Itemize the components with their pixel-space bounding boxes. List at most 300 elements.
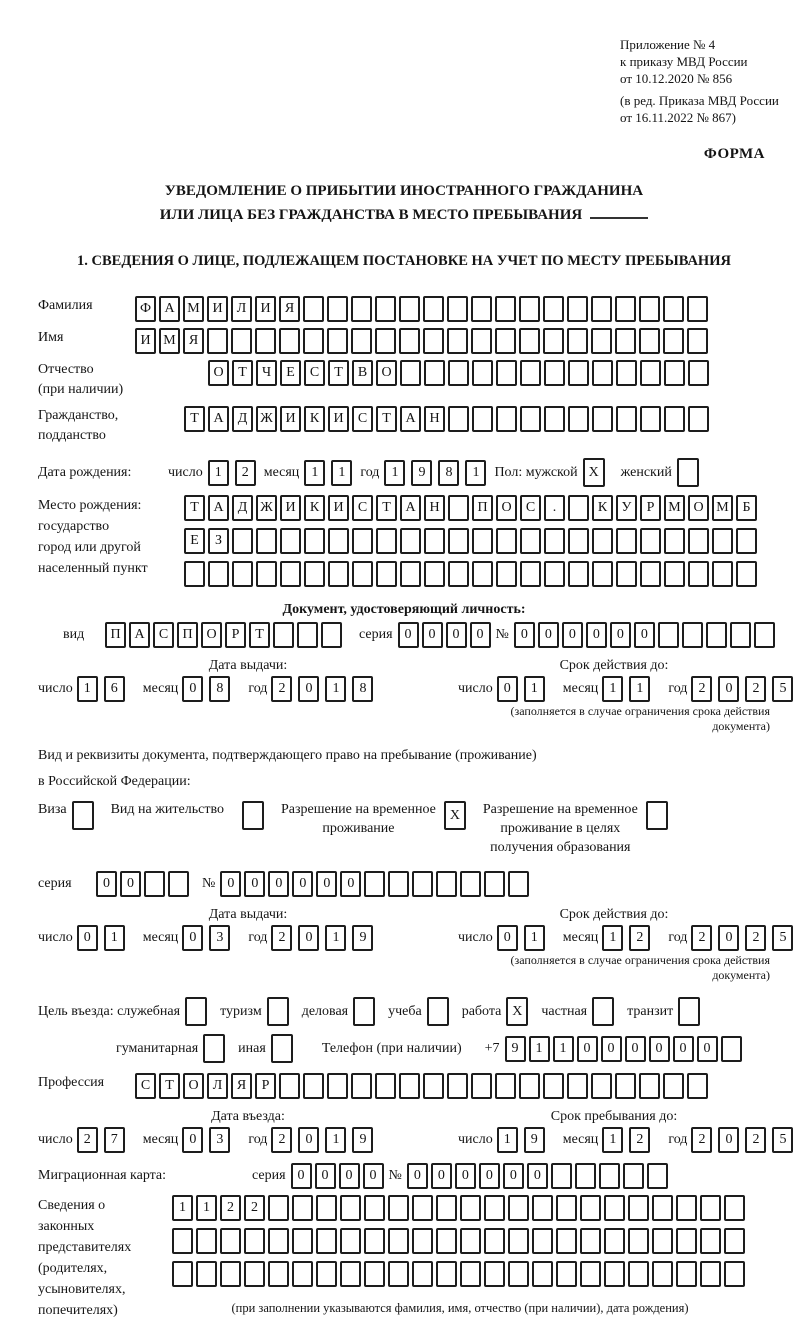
char-box[interactable]: Б — [736, 495, 757, 521]
char-box[interactable]: И — [328, 495, 349, 521]
char-box[interactable]: 0 — [292, 871, 313, 897]
char-box[interactable]: И — [280, 495, 301, 521]
char-box[interactable]: Д — [232, 406, 253, 432]
char-box[interactable]: 0 — [315, 1163, 336, 1189]
char-box[interactable] — [280, 528, 301, 554]
char-box[interactable] — [448, 528, 469, 554]
char-box[interactable] — [712, 561, 733, 587]
char-box[interactable] — [471, 296, 492, 322]
char-box[interactable] — [472, 528, 493, 554]
char-box[interactable]: 7 — [104, 1127, 125, 1153]
char-box[interactable]: 0 — [497, 925, 518, 951]
char-box[interactable] — [327, 296, 348, 322]
char-box[interactable]: 1 — [465, 460, 486, 486]
purpose-other-cell[interactable] — [271, 1034, 293, 1063]
char-box[interactable] — [568, 406, 589, 432]
char-box[interactable] — [556, 1228, 577, 1254]
char-box[interactable] — [472, 561, 493, 587]
char-box[interactable] — [376, 561, 397, 587]
char-box[interactable] — [543, 1073, 564, 1099]
char-box[interactable] — [375, 1073, 396, 1099]
char-box[interactable]: Н — [424, 406, 445, 432]
char-box[interactable] — [327, 328, 348, 354]
char-box[interactable]: И — [255, 296, 276, 322]
rvp-checkbox-cell[interactable]: X — [444, 801, 466, 830]
char-box[interactable] — [268, 1261, 289, 1287]
char-box[interactable]: 9 — [352, 925, 373, 951]
char-box[interactable] — [303, 296, 324, 322]
char-box[interactable] — [375, 296, 396, 322]
char-box[interactable]: 1 — [553, 1036, 574, 1062]
char-box[interactable] — [279, 328, 300, 354]
char-box[interactable]: 2 — [745, 676, 766, 702]
char-box[interactable]: Я — [183, 328, 204, 354]
char-box[interactable] — [652, 1195, 673, 1221]
char-box[interactable] — [304, 561, 325, 587]
char-box[interactable] — [688, 561, 709, 587]
char-box[interactable]: 0 — [220, 871, 241, 897]
char-box[interactable]: Н — [424, 495, 445, 521]
char-box[interactable] — [495, 328, 516, 354]
char-box[interactable]: Ф — [135, 296, 156, 322]
char-box[interactable]: Ж — [256, 495, 277, 521]
char-box[interactable]: С — [153, 622, 174, 648]
rvp-education-checkbox-cell[interactable] — [646, 801, 668, 830]
char-box[interactable] — [616, 360, 637, 386]
char-box[interactable] — [388, 1195, 409, 1221]
char-box[interactable] — [663, 1073, 684, 1099]
char-box[interactable]: 1 — [602, 676, 623, 702]
char-box[interactable]: Р — [225, 622, 246, 648]
char-box[interactable] — [623, 1163, 644, 1189]
char-box[interactable]: У — [616, 495, 637, 521]
purpose-humanitarian-cell[interactable] — [203, 1034, 225, 1063]
char-box[interactable] — [676, 1261, 697, 1287]
char-box[interactable]: 0 — [298, 676, 319, 702]
char-box[interactable] — [436, 1228, 457, 1254]
purpose-transit-cell[interactable] — [678, 997, 700, 1026]
char-box[interactable]: 2 — [691, 925, 712, 951]
char-box[interactable] — [352, 528, 373, 554]
char-box[interactable] — [496, 360, 517, 386]
char-box[interactable] — [412, 871, 433, 897]
char-box[interactable] — [484, 1195, 505, 1221]
char-box[interactable] — [447, 328, 468, 354]
char-box[interactable] — [664, 561, 685, 587]
char-box[interactable] — [551, 1163, 572, 1189]
char-box[interactable] — [388, 871, 409, 897]
char-box[interactable]: 1 — [172, 1195, 193, 1221]
char-box[interactable]: 0 — [96, 871, 117, 897]
char-box[interactable]: С — [352, 406, 373, 432]
char-box[interactable] — [658, 622, 679, 648]
char-box[interactable]: 0 — [673, 1036, 694, 1062]
char-box[interactable]: 0 — [120, 871, 141, 897]
char-box[interactable] — [647, 1163, 668, 1189]
char-box[interactable] — [519, 296, 540, 322]
char-box[interactable] — [568, 561, 589, 587]
char-box[interactable]: В — [352, 360, 373, 386]
char-box[interactable] — [592, 561, 613, 587]
char-box[interactable]: 1 — [602, 1127, 623, 1153]
char-box[interactable]: Т — [184, 406, 205, 432]
char-box[interactable] — [640, 406, 661, 432]
char-box[interactable] — [220, 1228, 241, 1254]
char-box[interactable]: 1 — [529, 1036, 550, 1062]
char-box[interactable]: 0 — [398, 622, 419, 648]
purpose-tourism-cell[interactable] — [267, 997, 289, 1026]
char-box[interactable]: Т — [376, 406, 397, 432]
residence-permit-checkbox-cell[interactable] — [242, 801, 264, 830]
char-box[interactable] — [580, 1195, 601, 1221]
char-box[interactable]: 6 — [104, 676, 125, 702]
char-box[interactable]: 1 — [384, 460, 405, 486]
char-box[interactable] — [423, 296, 444, 322]
char-box[interactable]: Т — [249, 622, 270, 648]
char-box[interactable]: А — [159, 296, 180, 322]
char-box[interactable] — [592, 528, 613, 554]
char-box[interactable]: К — [592, 495, 613, 521]
char-box[interactable] — [321, 622, 342, 648]
char-box[interactable]: 9 — [411, 460, 432, 486]
char-box[interactable] — [736, 561, 757, 587]
char-box[interactable] — [172, 1261, 193, 1287]
char-box[interactable] — [580, 1228, 601, 1254]
char-box[interactable]: 9 — [352, 1127, 373, 1153]
char-box[interactable] — [364, 1195, 385, 1221]
char-box[interactable] — [352, 561, 373, 587]
char-box[interactable]: 0 — [527, 1163, 548, 1189]
char-box[interactable] — [556, 1261, 577, 1287]
char-box[interactable] — [460, 1228, 481, 1254]
char-box[interactable]: 1 — [325, 676, 346, 702]
char-box[interactable]: 0 — [298, 1127, 319, 1153]
char-box[interactable] — [292, 1228, 313, 1254]
char-box[interactable] — [399, 1073, 420, 1099]
char-box[interactable] — [364, 1261, 385, 1287]
char-box[interactable]: 2 — [271, 1127, 292, 1153]
char-box[interactable]: 9 — [505, 1036, 526, 1062]
char-box[interactable]: 5 — [772, 1127, 793, 1153]
char-box[interactable] — [639, 296, 660, 322]
char-box[interactable] — [520, 528, 541, 554]
char-box[interactable] — [297, 622, 318, 648]
char-box[interactable]: М — [159, 328, 180, 354]
char-box[interactable]: 2 — [220, 1195, 241, 1221]
char-box[interactable]: 2 — [271, 925, 292, 951]
char-box[interactable]: И — [280, 406, 301, 432]
char-box[interactable]: 3 — [209, 1127, 230, 1153]
char-box[interactable] — [231, 328, 252, 354]
char-box[interactable] — [640, 561, 661, 587]
char-box[interactable] — [255, 328, 276, 354]
char-box[interactable]: К — [304, 406, 325, 432]
char-box[interactable]: К — [304, 495, 325, 521]
char-box[interactable]: М — [664, 495, 685, 521]
char-box[interactable]: 1 — [77, 676, 98, 702]
char-box[interactable] — [544, 360, 565, 386]
char-box[interactable]: 0 — [610, 622, 631, 648]
char-box[interactable]: 2 — [629, 1127, 650, 1153]
char-box[interactable] — [567, 296, 588, 322]
char-box[interactable] — [508, 1195, 529, 1221]
char-box[interactable]: И — [135, 328, 156, 354]
char-box[interactable]: М — [183, 296, 204, 322]
char-box[interactable] — [520, 360, 541, 386]
char-box[interactable] — [471, 328, 492, 354]
char-box[interactable]: С — [135, 1073, 156, 1099]
char-box[interactable] — [591, 328, 612, 354]
char-box[interactable]: Л — [231, 296, 252, 322]
char-box[interactable] — [682, 622, 703, 648]
char-box[interactable] — [144, 871, 165, 897]
char-box[interactable] — [544, 406, 565, 432]
char-box[interactable]: 8 — [209, 676, 230, 702]
char-box[interactable] — [724, 1228, 745, 1254]
char-box[interactable]: 2 — [271, 676, 292, 702]
char-box[interactable]: 0 — [718, 925, 739, 951]
char-box[interactable]: 0 — [446, 622, 467, 648]
char-box[interactable]: 0 — [182, 676, 203, 702]
char-box[interactable]: 0 — [407, 1163, 428, 1189]
char-box[interactable]: А — [400, 406, 421, 432]
char-box[interactable] — [375, 328, 396, 354]
char-box[interactable] — [532, 1195, 553, 1221]
char-box[interactable] — [628, 1195, 649, 1221]
char-box[interactable] — [687, 328, 708, 354]
char-box[interactable]: С — [352, 495, 373, 521]
char-box[interactable] — [423, 328, 444, 354]
char-box[interactable]: 0 — [562, 622, 583, 648]
char-box[interactable] — [196, 1228, 217, 1254]
char-box[interactable] — [268, 1195, 289, 1221]
char-box[interactable]: Л — [207, 1073, 228, 1099]
char-box[interactable] — [316, 1261, 337, 1287]
char-box[interactable] — [580, 1261, 601, 1287]
char-box[interactable] — [304, 528, 325, 554]
char-box[interactable] — [328, 528, 349, 554]
char-box[interactable] — [423, 1073, 444, 1099]
char-box[interactable] — [207, 328, 228, 354]
char-box[interactable] — [273, 622, 294, 648]
char-box[interactable]: 1 — [524, 676, 545, 702]
char-box[interactable] — [663, 296, 684, 322]
char-box[interactable] — [724, 1261, 745, 1287]
char-box[interactable]: С — [304, 360, 325, 386]
char-box[interactable] — [640, 360, 661, 386]
char-box[interactable]: Т — [376, 495, 397, 521]
char-box[interactable]: 1 — [325, 925, 346, 951]
char-box[interactable]: 3 — [209, 925, 230, 951]
char-box[interactable] — [460, 1261, 481, 1287]
char-box[interactable] — [543, 296, 564, 322]
char-box[interactable] — [519, 1073, 540, 1099]
char-box[interactable]: 0 — [479, 1163, 500, 1189]
char-box[interactable]: 0 — [268, 871, 289, 897]
char-box[interactable] — [448, 406, 469, 432]
char-box[interactable]: 2 — [244, 1195, 265, 1221]
char-box[interactable] — [520, 406, 541, 432]
char-box[interactable]: 9 — [524, 1127, 545, 1153]
char-box[interactable]: 0 — [586, 622, 607, 648]
char-box[interactable]: П — [105, 622, 126, 648]
char-box[interactable] — [568, 360, 589, 386]
char-box[interactable]: Т — [328, 360, 349, 386]
char-box[interactable] — [724, 1195, 745, 1221]
char-box[interactable] — [447, 1073, 468, 1099]
char-box[interactable]: А — [129, 622, 150, 648]
char-box[interactable] — [519, 328, 540, 354]
char-box[interactable] — [664, 360, 685, 386]
char-box[interactable] — [484, 1228, 505, 1254]
char-box[interactable]: А — [400, 495, 421, 521]
char-box[interactable]: 0 — [244, 871, 265, 897]
char-box[interactable] — [664, 528, 685, 554]
char-box[interactable] — [424, 360, 445, 386]
char-box[interactable] — [412, 1261, 433, 1287]
char-box[interactable] — [615, 328, 636, 354]
char-box[interactable] — [616, 561, 637, 587]
char-box[interactable]: 0 — [316, 871, 337, 897]
char-box[interactable] — [700, 1261, 721, 1287]
char-box[interactable]: 0 — [182, 925, 203, 951]
char-box[interactable] — [327, 1073, 348, 1099]
char-box[interactable] — [292, 1195, 313, 1221]
char-box[interactable] — [496, 406, 517, 432]
char-box[interactable]: 2 — [691, 676, 712, 702]
char-box[interactable] — [591, 1073, 612, 1099]
char-box[interactable] — [676, 1228, 697, 1254]
char-box[interactable] — [652, 1228, 673, 1254]
char-box[interactable] — [652, 1261, 673, 1287]
char-box[interactable]: 0 — [363, 1163, 384, 1189]
char-box[interactable]: 1 — [524, 925, 545, 951]
char-box[interactable]: 0 — [291, 1163, 312, 1189]
char-box[interactable] — [196, 1261, 217, 1287]
char-box[interactable]: 1 — [304, 460, 325, 486]
char-box[interactable]: О — [183, 1073, 204, 1099]
char-box[interactable] — [340, 1195, 361, 1221]
char-box[interactable] — [364, 871, 385, 897]
char-box[interactable]: П — [472, 495, 493, 521]
char-box[interactable]: 0 — [77, 925, 98, 951]
char-box[interactable]: 5 — [772, 676, 793, 702]
char-box[interactable] — [172, 1228, 193, 1254]
char-box[interactable]: 0 — [340, 871, 361, 897]
char-box[interactable] — [268, 1228, 289, 1254]
char-box[interactable] — [567, 1073, 588, 1099]
char-box[interactable]: 1 — [325, 1127, 346, 1153]
char-box[interactable] — [208, 561, 229, 587]
char-box[interactable]: 0 — [470, 622, 491, 648]
char-box[interactable]: 0 — [514, 622, 535, 648]
char-box[interactable]: 1 — [331, 460, 352, 486]
char-box[interactable] — [484, 1261, 505, 1287]
char-box[interactable] — [399, 328, 420, 354]
char-box[interactable] — [496, 528, 517, 554]
char-box[interactable] — [639, 328, 660, 354]
char-box[interactable]: 0 — [697, 1036, 718, 1062]
char-box[interactable] — [508, 1228, 529, 1254]
char-box[interactable]: 0 — [649, 1036, 670, 1062]
char-box[interactable] — [280, 561, 301, 587]
char-box[interactable]: Т — [232, 360, 253, 386]
char-box[interactable] — [604, 1228, 625, 1254]
char-box[interactable]: О — [376, 360, 397, 386]
female-checkbox-cell[interactable] — [677, 458, 699, 487]
char-box[interactable] — [591, 296, 612, 322]
char-box[interactable] — [706, 622, 727, 648]
char-box[interactable] — [448, 561, 469, 587]
char-box[interactable] — [256, 561, 277, 587]
char-box[interactable] — [730, 622, 751, 648]
char-box[interactable]: О — [496, 495, 517, 521]
char-box[interactable]: 1 — [497, 1127, 518, 1153]
char-box[interactable] — [388, 1261, 409, 1287]
char-box[interactable]: 1 — [629, 676, 650, 702]
char-box[interactable] — [615, 1073, 636, 1099]
char-box[interactable] — [436, 1261, 457, 1287]
char-box[interactable] — [399, 296, 420, 322]
char-box[interactable] — [412, 1195, 433, 1221]
char-box[interactable] — [340, 1228, 361, 1254]
char-box[interactable]: 2 — [77, 1127, 98, 1153]
char-box[interactable] — [628, 1228, 649, 1254]
char-box[interactable] — [351, 328, 372, 354]
char-box[interactable]: О — [208, 360, 229, 386]
char-box[interactable] — [495, 296, 516, 322]
char-box[interactable] — [616, 528, 637, 554]
char-box[interactable]: 1 — [104, 925, 125, 951]
purpose-official-cell[interactable] — [185, 997, 207, 1026]
char-box[interactable]: 0 — [577, 1036, 598, 1062]
char-box[interactable] — [663, 328, 684, 354]
char-box[interactable] — [520, 561, 541, 587]
char-box[interactable] — [400, 360, 421, 386]
char-box[interactable] — [508, 871, 529, 897]
char-box[interactable] — [712, 528, 733, 554]
char-box[interactable]: И — [328, 406, 349, 432]
char-box[interactable] — [412, 1228, 433, 1254]
char-box[interactable]: 0 — [339, 1163, 360, 1189]
char-box[interactable] — [400, 561, 421, 587]
char-box[interactable]: 0 — [718, 1127, 739, 1153]
purpose-study-cell[interactable] — [427, 997, 449, 1026]
char-box[interactable] — [388, 1228, 409, 1254]
char-box[interactable] — [316, 1228, 337, 1254]
char-box[interactable]: Р — [255, 1073, 276, 1099]
char-box[interactable] — [232, 561, 253, 587]
char-box[interactable]: П — [177, 622, 198, 648]
char-box[interactable]: И — [207, 296, 228, 322]
char-box[interactable] — [472, 406, 493, 432]
char-box[interactable] — [292, 1261, 313, 1287]
char-box[interactable] — [220, 1261, 241, 1287]
char-box[interactable] — [436, 871, 457, 897]
char-box[interactable] — [484, 871, 505, 897]
char-box[interactable]: О — [688, 495, 709, 521]
char-box[interactable] — [496, 561, 517, 587]
char-box[interactable]: 2 — [745, 925, 766, 951]
char-box[interactable] — [604, 1195, 625, 1221]
char-box[interactable]: 0 — [431, 1163, 452, 1189]
char-box[interactable] — [754, 622, 775, 648]
char-box[interactable] — [640, 528, 661, 554]
char-box[interactable]: З — [208, 528, 229, 554]
char-box[interactable] — [448, 360, 469, 386]
char-box[interactable] — [700, 1228, 721, 1254]
char-box[interactable] — [436, 1195, 457, 1221]
